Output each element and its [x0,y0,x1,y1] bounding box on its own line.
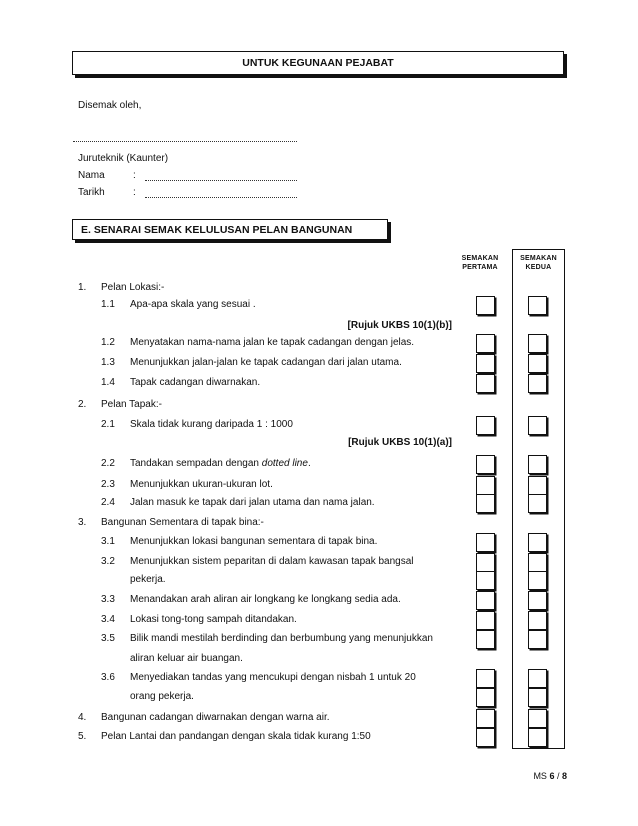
item-number: 2.1 [101,419,115,430]
second-check-checkbox[interactable] [528,591,547,610]
item-text [130,633,433,644]
date-colon: : [133,187,136,198]
checklist-item [0,399,638,417]
office-use-title: UNTUK KEGUNAAN PEJABAT [242,57,394,69]
item-text-main: Lokasi tong-tong sampah ditandakan. [130,614,297,625]
item-number: 2.4 [101,497,115,508]
first-check-header-line1: SEMAKAN [461,255,499,262]
item-text-main: Apa-apa skala yang sesuai . [130,299,256,310]
role-label: Juruteknik (Kaunter) [78,153,169,164]
second-check-header [513,254,564,272]
total-pages: 8 [561,771,567,781]
checklist-item [0,419,638,437]
page-number [533,770,567,782]
office-use-header [72,51,564,75]
second-check-header-line2: KEDUA [525,264,552,271]
item-text-main: Menandakan arah aliran air longkang ke longkang sedia ada. [130,594,401,605]
checklist-item [0,357,638,375]
first-check-checkbox[interactable] [476,334,495,353]
item-number: 3. [78,517,87,528]
second-check-checkbox[interactable] [528,533,547,552]
item-number: 1.3 [101,357,115,368]
item-text [130,691,194,702]
second-check-checkbox[interactable] [528,571,547,590]
item-number: 3.3 [101,594,115,605]
item-text-main: Menunjukkan ukuran-ukuran lot. [130,479,273,490]
first-check-checkbox[interactable] [476,728,495,747]
item-text-main: orang pekerja. [130,691,194,702]
first-check-checkbox[interactable] [476,476,495,495]
current-page: 6 [549,771,555,781]
item-text-main: aliran keluar air buangan. [130,653,243,664]
item-text-main: Tandakan sempadan dengan [130,458,262,469]
item-text [130,299,256,310]
item-number: 1.2 [101,337,115,348]
checklist-item [0,458,638,476]
item-text [130,594,401,605]
item-text-main: Menunjukkan sistem peparitan di dalam kawasan tapak bangsal [130,556,414,567]
first-check-checkbox[interactable] [476,709,495,728]
reference-text: [Rujuk UKBS 10(1)(b)] [347,320,452,331]
item-text [130,574,166,585]
checklist-item [0,691,638,709]
first-check-checkbox[interactable] [476,494,495,513]
first-check-header-line2: PERTAMA [462,264,498,271]
item-text [130,357,402,368]
item-text-main: Menunjukkan lokasi bangunan sementara di tapak bina. [130,536,378,547]
checklist-item [0,594,638,612]
first-check-checkbox[interactable] [476,354,495,373]
first-check-header [455,254,505,272]
first-check-checkbox[interactable] [476,553,495,572]
section-e-title: E. SENARAI SEMAK KELULUSAN PELAN BANGUNAN [81,223,353,236]
item-text-main: Skala tidak kurang daripada 1 : 1000 [130,419,293,430]
second-check-checkbox[interactable] [528,476,547,495]
item-text-main: Menunjukkan jalan-jalan ke tapak cadangan dari jalan utama. [130,357,402,368]
page-separator: / [554,771,562,781]
item-number: 3.2 [101,556,115,567]
first-check-checkbox[interactable] [476,374,495,393]
first-check-checkbox[interactable] [476,455,495,474]
item-number: 1.4 [101,377,115,388]
checklist-item [0,536,638,554]
item-text [101,712,330,723]
first-check-checkbox[interactable] [476,571,495,590]
item-number: 3.6 [101,672,115,683]
second-check-checkbox[interactable] [528,630,547,649]
first-check-checkbox[interactable] [476,688,495,707]
second-check-header-line1: SEMAKAN [520,255,557,262]
second-check-checkbox[interactable] [528,416,547,435]
date-label: Tarikh [78,187,105,198]
second-check-checkbox[interactable] [528,374,547,393]
regulation-reference [0,437,638,455]
item-text-main: Menyatakan nama-nama jalan ke tapak cadangan dengan jelas. [130,337,415,348]
item-number: 2.2 [101,458,115,469]
item-text [130,479,273,490]
item-text-main: Bangunan cadangan diwarnakan dengan warna air. [101,712,330,723]
item-text [130,458,311,469]
item-text [130,653,243,664]
first-check-checkbox[interactable] [476,669,495,688]
item-number: 1.1 [101,299,115,310]
second-check-checkbox[interactable] [528,455,547,474]
item-text [101,731,371,742]
second-check-checkbox[interactable] [528,553,547,572]
second-check-checkbox[interactable] [528,688,547,707]
reference-text: [Rujuk UKBS 10(1)(a)] [348,437,452,448]
item-text [101,282,164,293]
item-text [130,672,416,683]
item-text [130,556,414,567]
checklist-item [0,337,638,355]
checklist-item [0,731,638,749]
item-number: 3.1 [101,536,115,547]
item-text [130,377,260,388]
name-colon: : [133,170,136,181]
item-text-main: pekerja. [130,574,166,585]
second-check-checkbox[interactable] [528,334,547,353]
checklist-item [0,633,638,651]
item-text [130,337,414,348]
checklist-item [0,497,638,515]
second-check-checkbox[interactable] [528,494,547,513]
first-check-checkbox[interactable] [476,416,495,435]
first-check-checkbox[interactable] [476,533,495,552]
checked-by-label: Disemak oleh, [78,100,142,111]
checklist-item [0,377,638,395]
item-text-main: Menyediakan tandas yang mencukupi dengan nisbah 1 untuk 20 [130,672,416,683]
section-e-header [72,219,388,240]
item-text-main: Tapak cadangan diwarnakan. [130,377,261,388]
second-check-checkbox[interactable] [528,728,547,747]
checklist-item [0,574,638,592]
item-number: 3.4 [101,614,115,625]
item-text [130,419,293,430]
first-check-checkbox[interactable] [476,591,495,610]
item-text [130,614,297,625]
item-text-main: Jalan masuk ke tapak dari jalan utama dan nama jalan. [130,497,375,508]
item-text [130,536,377,547]
date-field[interactable] [145,197,297,198]
item-text-main: Pelan Tapak:- [101,399,162,410]
first-check-checkbox[interactable] [476,630,495,649]
item-text-main: Pelan Lantai dan pandangan dengan skala tidak kurang 1:50 [101,731,371,742]
signature-line [73,141,297,142]
item-number: 2. [78,399,87,410]
name-field[interactable] [145,180,297,181]
item-text-main: Bilik mandi mestilah berdinding dan berbumbung yang menunjukkan [130,633,433,644]
item-number: 1. [78,282,87,293]
first-check-checkbox[interactable] [476,296,495,315]
second-check-checkbox[interactable] [528,669,547,688]
item-text-italic: dotted line [261,458,308,469]
item-text [101,399,162,410]
first-check-checkbox[interactable] [476,611,495,630]
checklist-item [0,299,638,317]
page-prefix: MS [533,771,550,781]
item-number: 4. [78,712,87,723]
item-text-main: Bangunan Sementara di tapak bina:- [101,517,264,528]
second-check-checkbox[interactable] [528,611,547,630]
item-text [101,517,264,528]
item-number: 5. [78,731,87,742]
item-text [130,497,375,508]
item-number: 3.5 [101,633,115,644]
item-number: 2.3 [101,479,115,490]
second-check-checkbox[interactable] [528,296,547,315]
second-check-checkbox[interactable] [528,709,547,728]
name-label: Nama [78,170,105,181]
item-text-main: Pelan Lokasi:- [101,282,165,293]
second-check-checkbox[interactable] [528,354,547,373]
item-text-suffix: . [307,458,311,469]
